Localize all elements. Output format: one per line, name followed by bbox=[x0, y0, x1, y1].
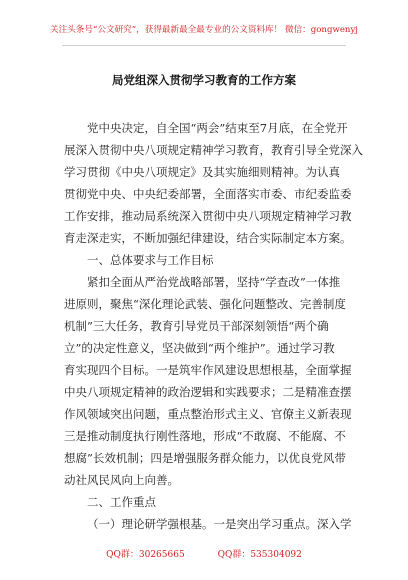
body-line: 育走深走实，不断加强纪律建设，结合实际制定本方案。 bbox=[64, 231, 352, 245]
body-line: 育实现四个目标。一是筑牢作风建设思想根基，全面掌握 bbox=[64, 363, 352, 377]
body-line: 立”的决定性意义，坚决做到“两个维护”。通过学习教 bbox=[64, 341, 335, 355]
body-line: 三是推动制度执行刚性落地，形成“不敢腐、不能腐、不 bbox=[64, 429, 346, 443]
body-line: 作风领域突出问题，重点整治形式主义、官僚主义新表现 bbox=[64, 407, 352, 421]
body-line: 党中央决定，自全国“两会”结束至7月底，在全党开 bbox=[87, 121, 348, 135]
section-heading: 二、工作重点 bbox=[87, 495, 156, 509]
body-line: 动社风民风向上向善。 bbox=[64, 473, 179, 487]
footer-qq-group-2: QQ群：535304092 bbox=[217, 550, 302, 560]
body-line: 工作安排，推动局系统深入贯彻中央八项规定精神学习教 bbox=[64, 209, 352, 223]
body-line: 进原则，聚焦“深化理论武装、强化问题整改、完善制度 bbox=[64, 297, 346, 311]
header-banner: 关注头条号“公文研究”，获得最新最全最专业的公文资料库！ 微信：gongwenyj bbox=[50, 25, 358, 35]
body-line: 想腐”长效机制；四是增强服务群众能力，以优良党风带 bbox=[64, 451, 346, 465]
body-line: 中央八项规定精神的政治逻辑和实践要求；二是精准查摆 bbox=[64, 385, 352, 399]
body-line: 贯彻党中央、中央纪委部署，全面落实市委、市纪委监委 bbox=[64, 187, 352, 201]
footer-contact bbox=[0, 549, 408, 561]
body-line: 展深入贯彻中央八项规定精神学习教育，教育引导全党深入 bbox=[64, 143, 363, 157]
body-line: 紧扣全面从严治党战略部署，坚持“学查改”一体推 bbox=[87, 275, 341, 289]
body-line: 机制”三大任务，教育引导党员干部深刻领悟“两个确 bbox=[64, 319, 329, 333]
section-heading: 一、总体要求与工作目标 bbox=[87, 253, 214, 267]
body-line: （一）理论研学强根基。一是突出学习重点。深入学 bbox=[87, 517, 352, 531]
document-body bbox=[64, 117, 363, 535]
footer-qq-group-1: QQ群：30265665 bbox=[106, 550, 185, 560]
body-line: 学习贯彻《中央八项规定》及其实施细则精神。为认真 bbox=[64, 165, 340, 179]
header-divider bbox=[62, 45, 346, 46]
document-title: 局党组深入贯彻学习教育的工作方案 bbox=[112, 73, 296, 87]
